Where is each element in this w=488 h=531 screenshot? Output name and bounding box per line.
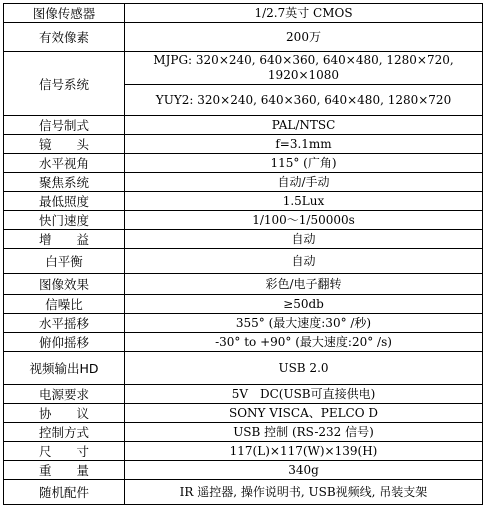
spec-label: 最低照度: [4, 192, 125, 211]
spec-value: 彩色/电子翻转: [125, 274, 483, 295]
table-row: [4, 274, 483, 295]
spec-value: ≥50db: [125, 295, 483, 314]
spec-value: 自动: [125, 230, 483, 249]
table-row: [4, 116, 483, 135]
table-row: [4, 352, 483, 385]
spec-label: 白平衡: [4, 249, 125, 274]
spec-label: 图像效果: [4, 274, 125, 295]
spec-value: USB 2.0: [125, 352, 483, 385]
spec-label: 视频输出HD: [4, 352, 125, 385]
spec-value: 1/2.7英寸 CMOS: [125, 4, 483, 23]
spec-value: 355° (最大速度:30° /秒): [125, 314, 483, 333]
spec-value: 自动: [125, 249, 483, 274]
spec-value: 1/100～1/50000s: [125, 211, 483, 230]
table-row: [4, 52, 483, 85]
spec-label: 重 量: [4, 461, 125, 480]
spec-value: MJPG: 320×240, 640×360, 640×480, 1280×720, 1920×1080: [125, 52, 483, 85]
table-row: [4, 154, 483, 173]
spec-label: 信号系统: [4, 52, 125, 116]
spec-value: YUY2: 320×240, 640×360, 640×480, 1280×720: [125, 85, 483, 116]
spec-value: 1.5Lux: [125, 192, 483, 211]
spec-value: IR 遥控器, 操作说明书, USB视频线, 吊装支架: [125, 480, 483, 505]
spec-label: 俯仰摇移: [4, 333, 125, 352]
spec-value: -30° to +90° (最大速度:20° /s): [125, 333, 483, 352]
table-row: [4, 173, 483, 192]
spec-table-container: [3, 3, 483, 505]
spec-label: 快门速度: [4, 211, 125, 230]
spec-value: SONY VISCA、PELCO D: [125, 404, 483, 423]
spec-label: 增 益: [4, 230, 125, 249]
table-row: [4, 249, 483, 274]
spec-label: 聚焦系统: [4, 173, 125, 192]
table-row: [4, 135, 483, 154]
spec-label: 信号制式: [4, 116, 125, 135]
spec-label: 水平视角: [4, 154, 125, 173]
table-row: [4, 423, 483, 442]
table-row: [4, 461, 483, 480]
spec-label: 随机配件: [4, 480, 125, 505]
spec-table: [3, 3, 483, 505]
table-row: [4, 211, 483, 230]
spec-label: 水平摇移: [4, 314, 125, 333]
table-row: [4, 333, 483, 352]
spec-label: 尺 寸: [4, 442, 125, 461]
table-row: [4, 4, 483, 23]
spec-label: 镜 头: [4, 135, 125, 154]
spec-value: f=3.1mm: [125, 135, 483, 154]
spec-table-body: [4, 4, 483, 505]
table-row: [4, 314, 483, 333]
spec-label: 协 议: [4, 404, 125, 423]
table-row: [4, 192, 483, 211]
spec-value: USB 控制 (RS-232 信号): [125, 423, 483, 442]
spec-value: PAL/NTSC: [125, 116, 483, 135]
spec-label: 控制方式: [4, 423, 125, 442]
spec-label: 信噪比: [4, 295, 125, 314]
spec-label: 电源要求: [4, 385, 125, 404]
table-row: [4, 295, 483, 314]
table-row: [4, 404, 483, 423]
spec-label: 有效像素: [4, 23, 125, 52]
spec-value: 115° (广角): [125, 154, 483, 173]
spec-value: 200万: [125, 23, 483, 52]
table-row: [4, 385, 483, 404]
spec-value: 117(L)×117(W)×139(H): [125, 442, 483, 461]
spec-value: 自动/手动: [125, 173, 483, 192]
spec-label: 图像传感器: [4, 4, 125, 23]
spec-value: 5V DC(USB可直接供电): [125, 385, 483, 404]
spec-value: 340g: [125, 461, 483, 480]
table-row: [4, 442, 483, 461]
table-row: [4, 480, 483, 505]
table-row: [4, 230, 483, 249]
table-row: [4, 23, 483, 52]
